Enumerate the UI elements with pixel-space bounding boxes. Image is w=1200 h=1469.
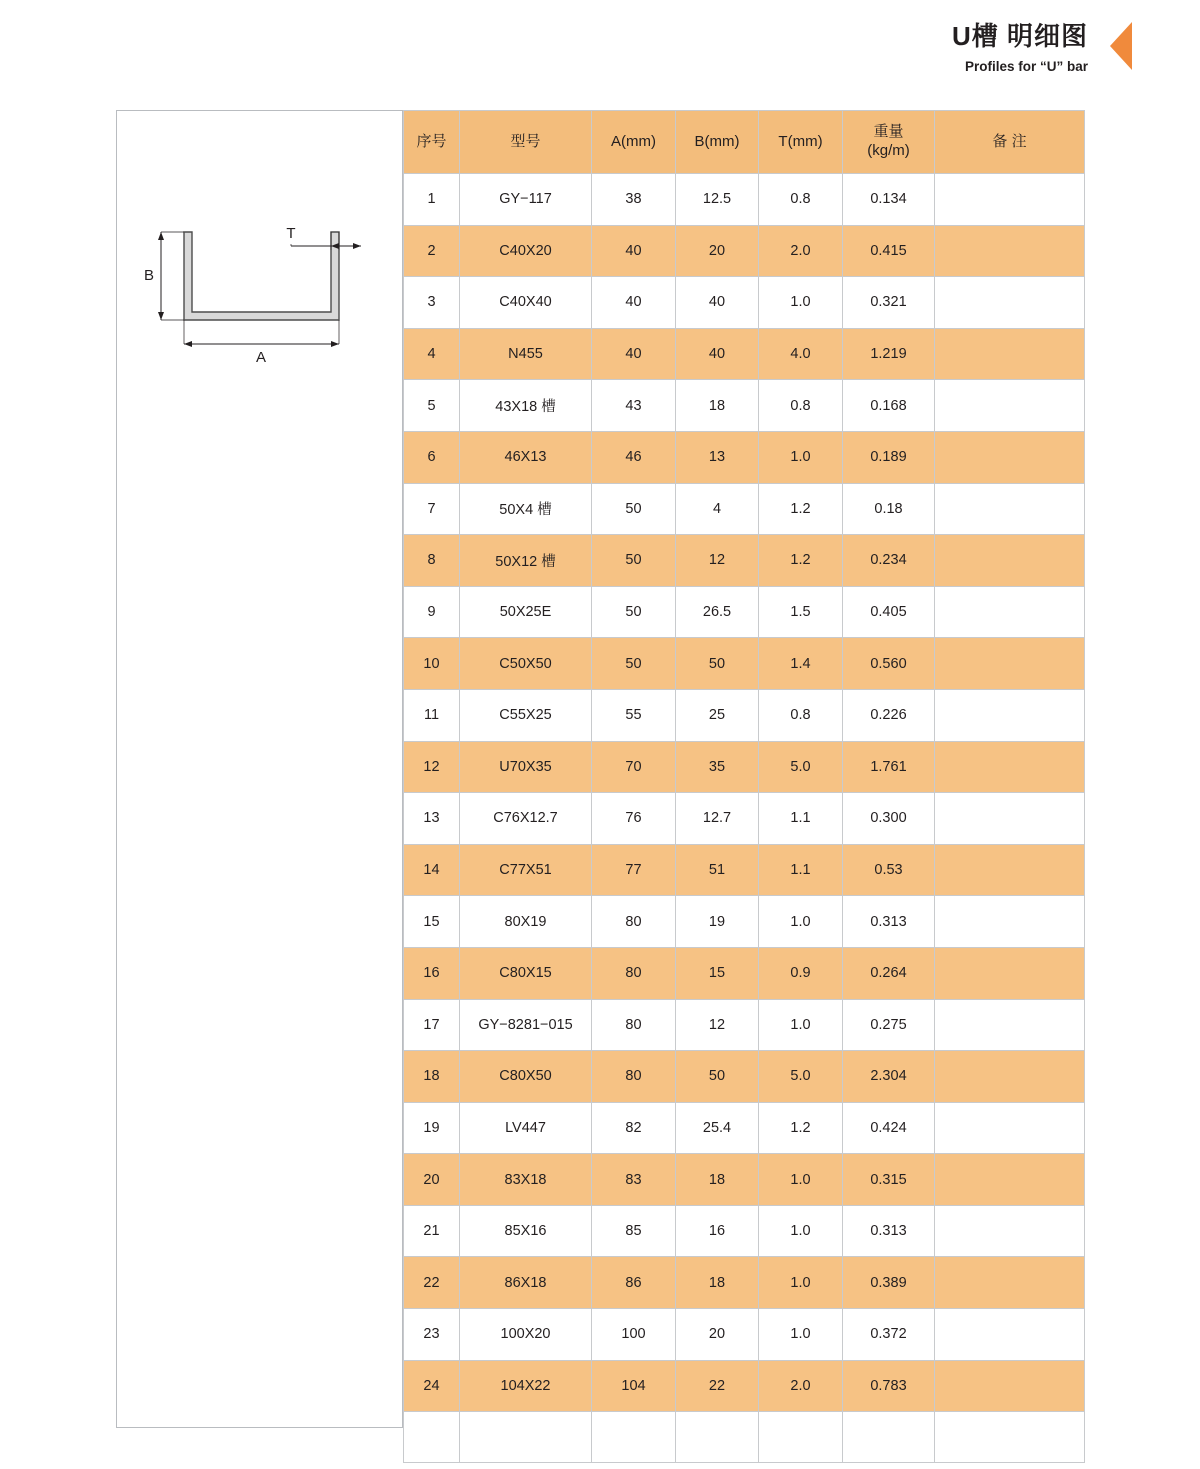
cell-a: 46 bbox=[592, 431, 676, 483]
cell-model: 50X25E bbox=[460, 586, 592, 638]
cell-note bbox=[935, 689, 1085, 741]
cell-note bbox=[935, 328, 1085, 380]
u-channel-cross-section-icon bbox=[139, 216, 389, 376]
cell-no: 13 bbox=[404, 793, 460, 845]
cell-note bbox=[935, 793, 1085, 845]
cell-model: 100X20 bbox=[460, 1309, 592, 1361]
cell-model: C77X51 bbox=[460, 844, 592, 896]
cell-a: 100 bbox=[592, 1309, 676, 1361]
column-header-weight-line1: 重量 bbox=[873, 123, 904, 141]
cell-no: 2 bbox=[404, 225, 460, 277]
cell-a: 83 bbox=[592, 1154, 676, 1206]
table-row bbox=[404, 1154, 1085, 1206]
cell-a: 70 bbox=[592, 741, 676, 793]
cell-b: 22 bbox=[676, 1360, 759, 1412]
cell-b: 15 bbox=[676, 947, 759, 999]
table-row bbox=[404, 431, 1085, 483]
cell-model: C80X15 bbox=[460, 947, 592, 999]
cell-no: 17 bbox=[404, 999, 460, 1051]
cell-note bbox=[935, 1257, 1085, 1309]
cell-note bbox=[935, 535, 1085, 587]
cell-b: 4 bbox=[676, 483, 759, 535]
cell-b: 18 bbox=[676, 1257, 759, 1309]
spec-table-wrapper bbox=[403, 110, 1084, 1463]
cell-no: 18 bbox=[404, 1051, 460, 1103]
cell-weight: 0.275 bbox=[843, 999, 935, 1051]
cell-a: 43 bbox=[592, 380, 676, 432]
cell-note bbox=[935, 1154, 1085, 1206]
cell-b: 19 bbox=[676, 896, 759, 948]
cell-t: 5.0 bbox=[759, 741, 843, 793]
column-header-b: B(mm) bbox=[676, 111, 759, 174]
cell-b: 51 bbox=[676, 844, 759, 896]
cell-model: 50X12 槽 bbox=[460, 535, 592, 587]
column-header-weight-line2: (kg/m) bbox=[867, 142, 910, 159]
table-row bbox=[404, 225, 1085, 277]
cell-a: 80 bbox=[592, 947, 676, 999]
cell-model: U70X35 bbox=[460, 741, 592, 793]
cell-weight: 0.234 bbox=[843, 535, 935, 587]
cell-note bbox=[935, 999, 1085, 1051]
cell-b: 40 bbox=[676, 277, 759, 329]
table-body bbox=[404, 174, 1085, 1463]
table-row bbox=[404, 174, 1085, 226]
table-row bbox=[404, 1360, 1085, 1412]
cell-weight: 0.264 bbox=[843, 947, 935, 999]
cell-note bbox=[935, 431, 1085, 483]
cell-b: 35 bbox=[676, 741, 759, 793]
table-row bbox=[404, 277, 1085, 329]
cell-weight: 0.53 bbox=[843, 844, 935, 896]
cell-no: 12 bbox=[404, 741, 460, 793]
cell-weight: 0.300 bbox=[843, 793, 935, 845]
cell-b: 18 bbox=[676, 1154, 759, 1206]
cell-model: 104X22 bbox=[460, 1360, 592, 1412]
cell-t: 1.1 bbox=[759, 793, 843, 845]
column-header-model: 型号 bbox=[460, 111, 592, 174]
cell-weight: 0.424 bbox=[843, 1102, 935, 1154]
cell-model: 50X4 槽 bbox=[460, 483, 592, 535]
cell-b: 12.7 bbox=[676, 793, 759, 845]
cell-t: 1.0 bbox=[759, 431, 843, 483]
table-row bbox=[404, 689, 1085, 741]
column-header-note: 备 注 bbox=[935, 111, 1085, 174]
cell-t: 1.0 bbox=[759, 277, 843, 329]
table-row bbox=[404, 638, 1085, 690]
cell-b: 26.5 bbox=[676, 586, 759, 638]
cell-note bbox=[935, 380, 1085, 432]
cell-note bbox=[935, 947, 1085, 999]
cell-t: 1.5 bbox=[759, 586, 843, 638]
cell-b: 12 bbox=[676, 999, 759, 1051]
page-title: U槽 明细图 bbox=[951, 21, 1088, 51]
cell-note bbox=[935, 1102, 1085, 1154]
cell-model: GY−117 bbox=[460, 174, 592, 226]
cell-t: 0.8 bbox=[759, 380, 843, 432]
cell-t: 1.0 bbox=[759, 1205, 843, 1257]
cell-model: C40X40 bbox=[460, 277, 592, 329]
cell-b: 13 bbox=[676, 431, 759, 483]
cell-no: 15 bbox=[404, 896, 460, 948]
cell-t: 1.0 bbox=[759, 1257, 843, 1309]
table-row bbox=[404, 999, 1085, 1051]
cell-a: 50 bbox=[592, 483, 676, 535]
cell-weight: 0.405 bbox=[843, 586, 935, 638]
cell-no: 24 bbox=[404, 1360, 460, 1412]
cell-b: 25.4 bbox=[676, 1102, 759, 1154]
cell-t: 1.4 bbox=[759, 638, 843, 690]
cell-weight bbox=[843, 1412, 935, 1463]
cell-t: 1.0 bbox=[759, 1309, 843, 1361]
cell-no bbox=[404, 1412, 460, 1463]
cell-model: C76X12.7 bbox=[460, 793, 592, 845]
cell-note bbox=[935, 896, 1085, 948]
cell-note bbox=[935, 483, 1085, 535]
cell-a: 85 bbox=[592, 1205, 676, 1257]
table-row bbox=[404, 1412, 1085, 1463]
cell-no: 6 bbox=[404, 431, 460, 483]
cell-weight: 2.304 bbox=[843, 1051, 935, 1103]
table-row bbox=[404, 1257, 1085, 1309]
cell-weight: 1.761 bbox=[843, 741, 935, 793]
table-row bbox=[404, 1051, 1085, 1103]
cell-weight: 0.226 bbox=[843, 689, 935, 741]
cell-no: 22 bbox=[404, 1257, 460, 1309]
cell-a: 38 bbox=[592, 174, 676, 226]
content-area bbox=[116, 110, 1084, 1428]
cell-note bbox=[935, 1309, 1085, 1361]
cell-a: 50 bbox=[592, 638, 676, 690]
cell-a: 77 bbox=[592, 844, 676, 896]
diagram-panel bbox=[116, 110, 403, 1428]
cell-b: 20 bbox=[676, 1309, 759, 1361]
cell-weight: 0.18 bbox=[843, 483, 935, 535]
table-header bbox=[404, 111, 1085, 174]
cell-a: 82 bbox=[592, 1102, 676, 1154]
cell-t: 0.9 bbox=[759, 947, 843, 999]
cell-note bbox=[935, 1412, 1085, 1463]
cell-t: 1.2 bbox=[759, 1102, 843, 1154]
table-row bbox=[404, 741, 1085, 793]
column-header-weight bbox=[843, 111, 935, 174]
cell-model bbox=[460, 1412, 592, 1463]
cell-weight: 0.313 bbox=[843, 896, 935, 948]
cell-model: LV447 bbox=[460, 1102, 592, 1154]
cell-model: 83X18 bbox=[460, 1154, 592, 1206]
cell-model: N455 bbox=[460, 328, 592, 380]
cell-t: 2.0 bbox=[759, 1360, 843, 1412]
cell-model: 43X18 槽 bbox=[460, 380, 592, 432]
table-header-row bbox=[404, 111, 1085, 174]
cell-weight: 0.321 bbox=[843, 277, 935, 329]
cell-note bbox=[935, 586, 1085, 638]
cell-b: 50 bbox=[676, 638, 759, 690]
cell-note bbox=[935, 174, 1085, 226]
cell-no: 20 bbox=[404, 1154, 460, 1206]
table-row bbox=[404, 896, 1085, 948]
page-subtitle: Profiles for “U” bar bbox=[964, 58, 1088, 74]
table-row bbox=[404, 586, 1085, 638]
table-row bbox=[404, 947, 1085, 999]
cell-note bbox=[935, 277, 1085, 329]
cell-no: 10 bbox=[404, 638, 460, 690]
cell-note bbox=[935, 1205, 1085, 1257]
cell-weight: 1.219 bbox=[843, 328, 935, 380]
cell-no: 16 bbox=[404, 947, 460, 999]
cell-t: 1.0 bbox=[759, 1154, 843, 1206]
cell-t bbox=[759, 1412, 843, 1463]
cell-t: 0.8 bbox=[759, 689, 843, 741]
column-header-a: A(mm) bbox=[592, 111, 676, 174]
cell-a bbox=[592, 1412, 676, 1463]
cell-b: 25 bbox=[676, 689, 759, 741]
cell-weight: 0.415 bbox=[843, 225, 935, 277]
cell-model: C80X50 bbox=[460, 1051, 592, 1103]
cell-note bbox=[935, 844, 1085, 896]
cell-weight: 0.372 bbox=[843, 1309, 935, 1361]
cell-t: 1.0 bbox=[759, 896, 843, 948]
cell-weight: 0.783 bbox=[843, 1360, 935, 1412]
table-row bbox=[404, 483, 1085, 535]
cell-a: 86 bbox=[592, 1257, 676, 1309]
cell-a: 40 bbox=[592, 277, 676, 329]
cell-b: 20 bbox=[676, 225, 759, 277]
cell-model: C40X20 bbox=[460, 225, 592, 277]
cell-b: 18 bbox=[676, 380, 759, 432]
table-row bbox=[404, 844, 1085, 896]
diagram-label-b: B bbox=[143, 267, 155, 284]
cell-note bbox=[935, 741, 1085, 793]
cell-t: 1.2 bbox=[759, 483, 843, 535]
cell-a: 40 bbox=[592, 328, 676, 380]
page-header bbox=[0, 0, 1200, 92]
cell-no: 14 bbox=[404, 844, 460, 896]
cell-model: 80X19 bbox=[460, 896, 592, 948]
cell-no: 23 bbox=[404, 1309, 460, 1361]
table-row bbox=[404, 380, 1085, 432]
cell-no: 5 bbox=[404, 380, 460, 432]
cell-t: 1.0 bbox=[759, 999, 843, 1051]
spec-table bbox=[403, 110, 1085, 1463]
cell-no: 11 bbox=[404, 689, 460, 741]
cell-t: 4.0 bbox=[759, 328, 843, 380]
cell-b: 16 bbox=[676, 1205, 759, 1257]
cell-b: 50 bbox=[676, 1051, 759, 1103]
cell-a: 104 bbox=[592, 1360, 676, 1412]
cell-note bbox=[935, 1051, 1085, 1103]
table-row bbox=[404, 1205, 1085, 1257]
cell-model: GY−8281−015 bbox=[460, 999, 592, 1051]
cell-no: 8 bbox=[404, 535, 460, 587]
cell-no: 4 bbox=[404, 328, 460, 380]
cell-no: 3 bbox=[404, 277, 460, 329]
cell-no: 1 bbox=[404, 174, 460, 226]
cell-t: 0.8 bbox=[759, 174, 843, 226]
cell-a: 80 bbox=[592, 1051, 676, 1103]
cell-model: C55X25 bbox=[460, 689, 592, 741]
cell-weight: 0.560 bbox=[843, 638, 935, 690]
cell-weight: 0.189 bbox=[843, 431, 935, 483]
table-row bbox=[404, 535, 1085, 587]
cell-note bbox=[935, 225, 1085, 277]
cell-model: 46X13 bbox=[460, 431, 592, 483]
cell-no: 7 bbox=[404, 483, 460, 535]
cell-model: C50X50 bbox=[460, 638, 592, 690]
cell-t: 5.0 bbox=[759, 1051, 843, 1103]
triangle-accent-icon bbox=[1110, 22, 1132, 70]
cell-weight: 0.134 bbox=[843, 174, 935, 226]
cell-b bbox=[676, 1412, 759, 1463]
table-row bbox=[404, 793, 1085, 845]
cell-a: 50 bbox=[592, 535, 676, 587]
column-header-no: 序号 bbox=[404, 111, 460, 174]
diagram-label-t: T bbox=[286, 225, 296, 242]
cell-b: 40 bbox=[676, 328, 759, 380]
cell-note bbox=[935, 1360, 1085, 1412]
cell-a: 80 bbox=[592, 896, 676, 948]
cell-weight: 0.389 bbox=[843, 1257, 935, 1309]
table-row bbox=[404, 1309, 1085, 1361]
cell-a: 40 bbox=[592, 225, 676, 277]
diagram-label-a: A bbox=[255, 349, 267, 366]
header-text-block bbox=[952, 20, 1088, 74]
cell-a: 80 bbox=[592, 999, 676, 1051]
cell-weight: 0.315 bbox=[843, 1154, 935, 1206]
cell-t: 2.0 bbox=[759, 225, 843, 277]
cell-model: 86X18 bbox=[460, 1257, 592, 1309]
cell-a: 50 bbox=[592, 586, 676, 638]
cell-a: 76 bbox=[592, 793, 676, 845]
cell-t: 1.2 bbox=[759, 535, 843, 587]
cell-no: 9 bbox=[404, 586, 460, 638]
table-row bbox=[404, 328, 1085, 380]
table-row bbox=[404, 1102, 1085, 1154]
cell-b: 12 bbox=[676, 535, 759, 587]
cell-no: 21 bbox=[404, 1205, 460, 1257]
column-header-t: T(mm) bbox=[759, 111, 843, 174]
u-channel-diagram bbox=[139, 216, 389, 376]
cell-note bbox=[935, 638, 1085, 690]
cell-weight: 0.168 bbox=[843, 380, 935, 432]
cell-b: 12.5 bbox=[676, 174, 759, 226]
cell-model: 85X16 bbox=[460, 1205, 592, 1257]
cell-no: 19 bbox=[404, 1102, 460, 1154]
cell-a: 55 bbox=[592, 689, 676, 741]
cell-t: 1.1 bbox=[759, 844, 843, 896]
cell-weight: 0.313 bbox=[843, 1205, 935, 1257]
